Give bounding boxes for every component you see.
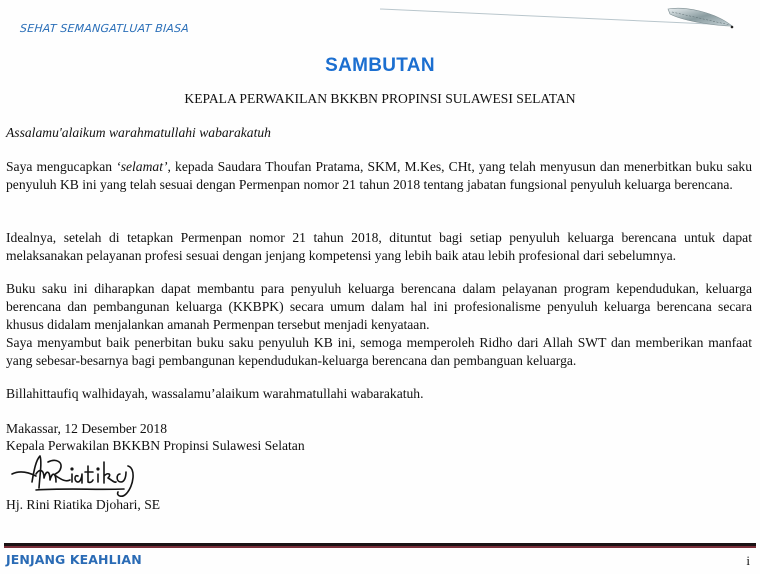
closing-block [6, 420, 305, 454]
page-subtitle: KEPALA PERWAKILAN BKKBN PROPINSI SULAWESI SELATAN [184, 91, 576, 106]
paragraph-3: Buku saku ini diharapkan dapat membantu para penyuluh keluarga berencana dalam pelayanan program kependudukan, keluarga berencana dan pembangunan keluarga (KKBPK) secara umum dalam hal ini profesionalisme penyuluh keluarga berencana secara khusus didalam menjalankan amanah Permenpan tersebut menjadi kenyataan. [6, 281, 752, 332]
place-date: Makassar, 12 Desember 2018 [6, 421, 168, 436]
paragraph-1-start: Saya mengucapkan [6, 159, 117, 174]
footer-section-label: JENJANG KEAHLIAN [6, 552, 142, 567]
greeting: Assalamu'alaikum warahmatullahi wabarakatuh [6, 125, 271, 140]
paragraph-4: Saya menyambut baik penerbitan buku saku penyuluh KB ini, semoga memperoleh Ridho dari Allah SWT dan memberikan manfaat yang sebesar-besarnya bagi pembangunan kependudukan-keluarga berencana dan pembanguan keluarga. [6, 335, 752, 368]
paragraph-5: Billahittaufiq walhidayah, wassalamu’alaikum warahmatullahi wabarakatuh. [6, 386, 424, 401]
signer-position: Kepala Perwakilan BKKBN Propinsi Sulawesi Selatan [6, 438, 305, 453]
footer-divider [4, 543, 756, 548]
signature-icon [6, 452, 156, 502]
page-number: i [746, 553, 750, 568]
paragraph-1-emphasis: ‘selamat’ [116, 159, 168, 174]
page-title: SAMBUTAN [325, 55, 435, 76]
header-motto: SEHAT SEMANGATLUAT BIASA [19, 22, 190, 35]
paragraph-1-rest: , kepada Saudara Thoufan Pratama, SKM, M.Kes, CHt, yang telah menyusun dan menerbitkan buku saku penyuluh KB ini yang telah sesuai dengan Permenpan nomor 21 tahun 2018 tentang jabatan fungsional penyuluh keluarga berencana. [6, 159, 752, 192]
paragraph-2: Idealnya, setelah di tetapkan Permenpan nomor 21 tahun 2018, dituntut bagi setiap penyuluh keluarga berencana untuk dapat melaksanakan pelayanan profesi sesuai dengan jenjang kompetensi yang lebih baik atau lebih profesional dari sebelumnya. [6, 230, 752, 263]
quill-pen-icon [380, 0, 740, 40]
paragraph-1 [6, 158, 752, 194]
signer-name: Hj. Rini Riatika Djohari, SE [6, 497, 161, 512]
